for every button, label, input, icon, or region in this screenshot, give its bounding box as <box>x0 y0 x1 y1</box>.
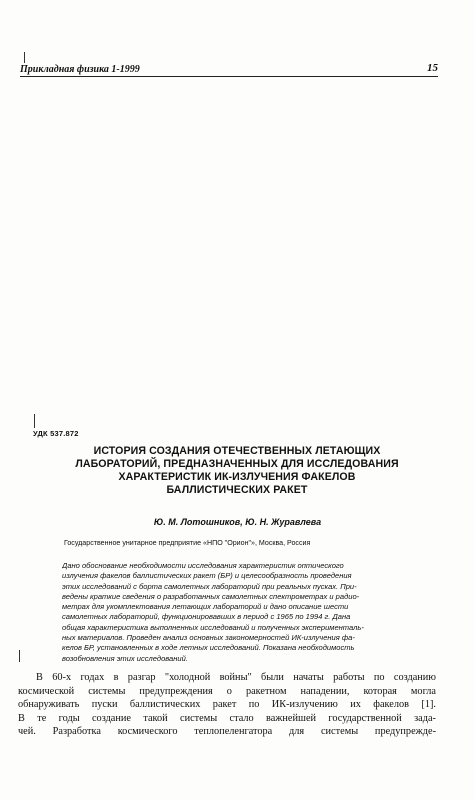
affiliation: Государственное унитарное предприятие «НПО "Орион"», Москва, Россия <box>64 539 311 547</box>
abstract-line: келов БР, установленных в ходе летных исследований. Показана необходимость <box>62 643 355 653</box>
page-number: 15 <box>427 62 438 74</box>
abstract-line: Дано обоснование необходимости исследования характеристик оптического <box>62 561 344 570</box>
title-line: ИСТОРИЯ СОЗДАНИЯ ОТЕЧЕСТВЕННЫХ ЛЕТАЮЩИХ <box>93 445 381 457</box>
abstract-line: общая характеристика выполненных исследований и полученных эксперименталь- <box>62 622 364 632</box>
article-title <box>18 445 456 497</box>
body-line: чей. Разработка космического теплопеленгатора для системы предупрежде- <box>18 726 436 737</box>
journal-name: Прикладная физика 1-1999 <box>20 64 140 75</box>
authors: Ю. М. Лотошников, Ю. Н. Журавлева <box>153 517 322 527</box>
body-line: В те годы создание такой системы стало важнейшей государственной зада- <box>18 712 436 724</box>
abstract-line: излучения факелов баллистических ракет (БР) и целесообразность проведения <box>62 571 352 581</box>
body-line: космической системы предупреждения о ракетном нападении, которая могла <box>18 685 436 697</box>
abstract-line: ведены краткие сведения о разработанных самолетных спектрометрах и радио- <box>62 591 360 601</box>
body-paragraph <box>18 671 436 739</box>
abstract-line: самолетных лабораторий, функционировавших в период с 1965 по 1994 г. Дана <box>62 612 351 622</box>
title-line: ХАРАКТЕРИСТИК ИК-ИЗЛУЧЕНИЯ ФАКЕЛОВ <box>118 471 356 483</box>
header-rule <box>20 76 438 77</box>
body-line: обнаруживать пуски баллистических ракет по ИК-излучению их факелов [1]. <box>18 699 436 710</box>
abstract <box>62 561 433 664</box>
scan-mark <box>19 650 20 662</box>
title-line: БАЛЛИСТИЧЕСКИХ РАКЕТ <box>166 484 308 496</box>
abstract-line: ных материалов. Проведен анализ основных закономерностей ИК-излучения фа- <box>62 633 355 643</box>
abstract-line: метрах для укомплектования летающих лабораторий и дано описание шести <box>62 602 349 612</box>
scan-mark <box>24 52 25 63</box>
body-line: В 60-х годах в разгар "холодной войны" были начаты работы по созданию <box>36 672 436 683</box>
scan-mark <box>34 414 35 428</box>
abstract-line: этих исследований с борта самолетных лабораторий при реальных пусках. При- <box>62 581 357 591</box>
udc-code: УДК 537.872 <box>33 429 79 438</box>
title-line: ЛАБОРАТОРИЙ, ПРЕДНАЗНАЧЕННЫХ ДЛЯ ИССЛЕДОВАНИЯ <box>75 458 399 470</box>
abstract-line: возобновления этих исследований. <box>62 653 188 663</box>
